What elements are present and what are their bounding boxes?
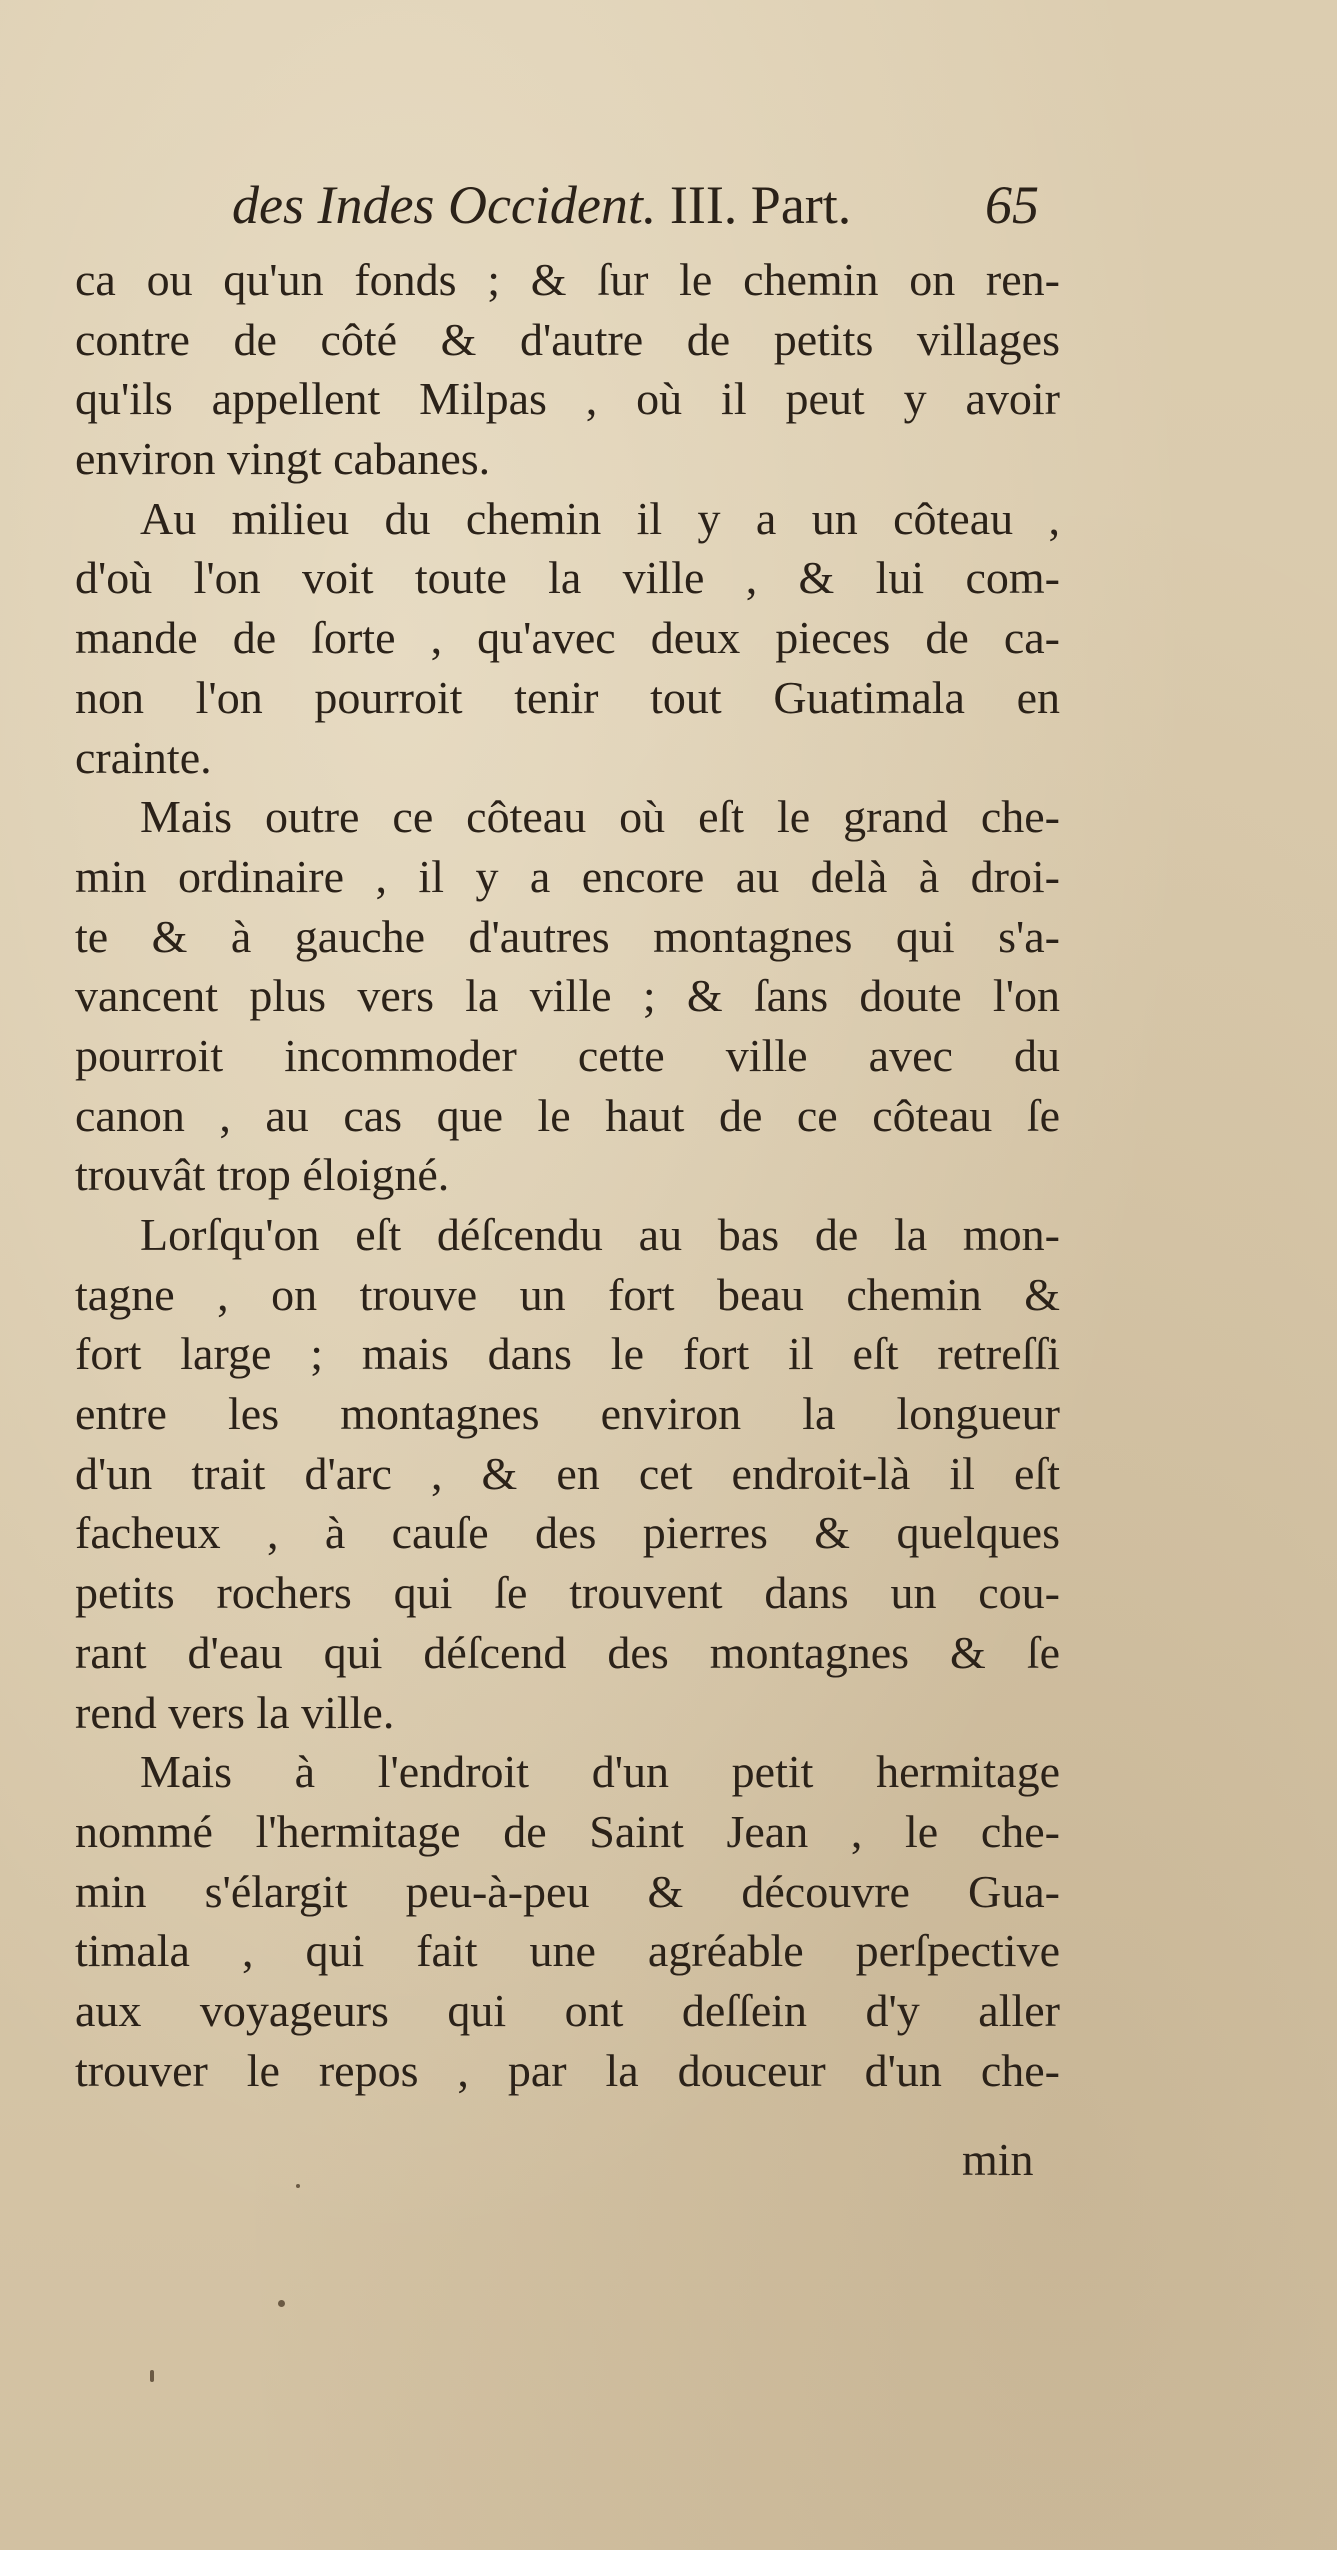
text-line: canon , au cas que le haut de ce côteau ſe bbox=[75, 1089, 1060, 1141]
text-line: vancent plus vers la ville ; & ſans doute l'on bbox=[75, 970, 1060, 1022]
text-line: Lorſqu'on eſt déſcendu au bas de la mon- bbox=[140, 1209, 1060, 1260]
paper-speck bbox=[296, 2184, 300, 2188]
text-line: mande de ſorte , qu'avec deux pieces de ca- bbox=[75, 612, 1060, 664]
text-line: te & à gauche d'autres montagnes qui s'a- bbox=[75, 910, 1060, 962]
running-head bbox=[0, 170, 1337, 240]
text-line: petits rochers qui ſe trouvent dans un cou- bbox=[75, 1567, 1060, 1619]
text-line: entre les montagnes environ la longueur bbox=[75, 1388, 1060, 1440]
text-line: pourroit incommoder cette ville avec du bbox=[75, 1029, 1060, 1081]
running-title-part: III. Part. bbox=[656, 175, 852, 235]
text-line: non l'on pourroit tenir tout Guatimala en bbox=[75, 671, 1060, 723]
text-line: ca ou qu'un fonds ; & ſur le chemin on ren- bbox=[75, 254, 1060, 305]
text-line: facheux , à cauſe des pierres & quelques bbox=[75, 1507, 1060, 1559]
text-line: d'où l'on voit toute la ville , & lui com- bbox=[75, 552, 1060, 604]
text-line: fort large ; mais dans le fort il eſt retreſſi bbox=[75, 1328, 1060, 1380]
running-title-italic: des Indes Occident. bbox=[232, 175, 657, 235]
text-line: qu'ils appellent Milpas , où il peut y avoir bbox=[75, 373, 1060, 425]
text-line: rant d'eau qui déſcend des montagnes & ſe bbox=[75, 1626, 1060, 1678]
running-title bbox=[232, 170, 851, 240]
text-line: min ordinaire , il y a encore au delà à droi- bbox=[75, 850, 1060, 902]
text-line: min s'élargit peu-à-peu & découvre Gua- bbox=[75, 1865, 1060, 1917]
text-line: trouvât trop éloigné. bbox=[75, 1149, 450, 1201]
text-line: contre de côté & d'autre de petits villages bbox=[75, 313, 1060, 365]
body-text bbox=[75, 250, 1060, 2100]
page-number: 65 bbox=[985, 175, 1039, 235]
text-line: rend vers la ville. bbox=[75, 1686, 395, 1738]
text-line: nommé l'hermitage de Saint Jean , le che- bbox=[75, 1805, 1060, 1857]
text-line: crainte. bbox=[75, 731, 212, 783]
catchword: min bbox=[962, 2134, 1034, 2185]
text-line: tagne , on trouve un fort beau chemin & bbox=[75, 1268, 1060, 1320]
text-line: timala , qui fait une agréable perſpective bbox=[75, 1925, 1060, 1977]
text-line: Mais à l'endroit d'un petit hermitage bbox=[140, 1746, 1060, 1798]
text-line: aux voyageurs qui ont deſſein d'y aller bbox=[75, 1984, 1060, 2036]
text-line: Au milieu du chemin il y a un côteau , bbox=[140, 492, 1060, 544]
text-line: environ vingt cabanes. bbox=[75, 433, 491, 485]
text-line: d'un trait d'arc , & en cet endroit-là il eſt bbox=[75, 1447, 1060, 1499]
paper-speck bbox=[150, 2370, 154, 2382]
text-line: trouver le repos , par la douceur d'un che- bbox=[75, 2044, 1060, 2096]
paper-speck bbox=[278, 2300, 285, 2307]
text-line: Mais outre ce côteau où eſt le grand che- bbox=[140, 791, 1060, 843]
